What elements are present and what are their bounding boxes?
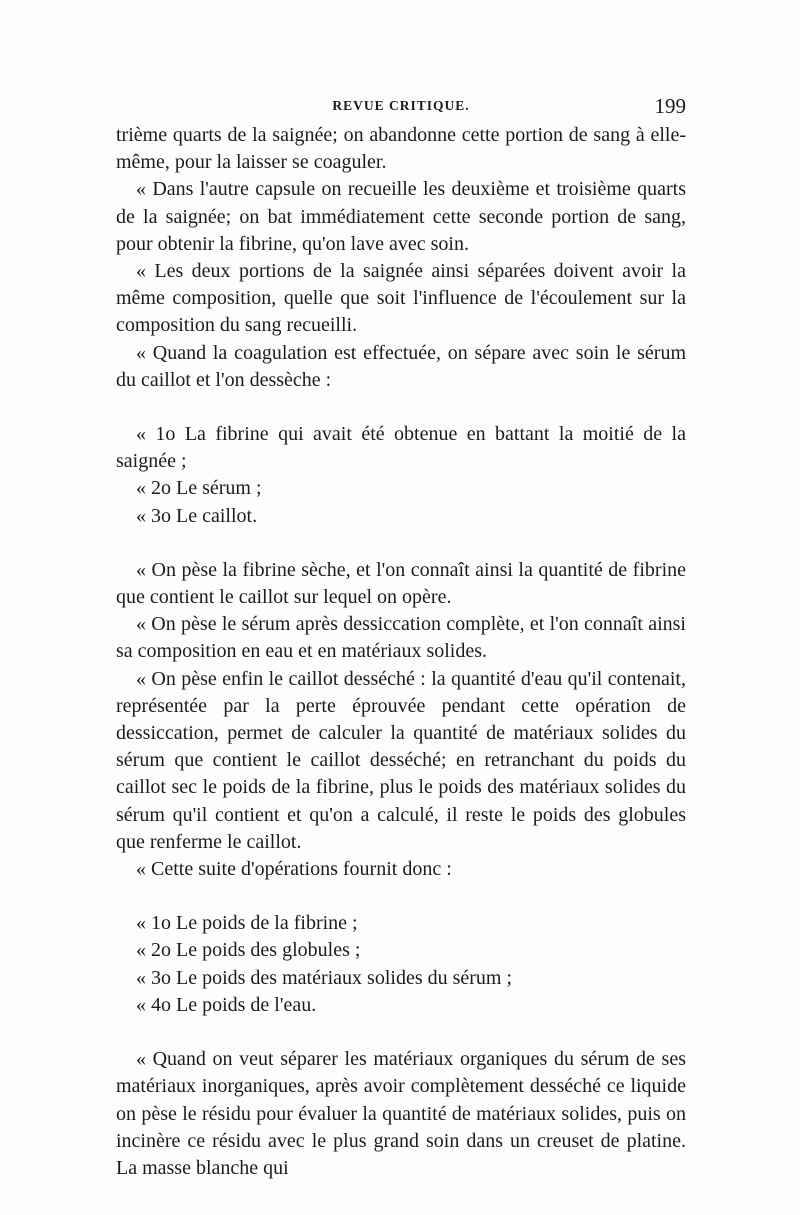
list-item: « 3o Le poids des matériaux solides du sérum ; bbox=[136, 966, 513, 989]
list-item: « 3o Le caillot. bbox=[136, 504, 258, 527]
paragraph: « Quand la coagulation est effectuée, on sépare avec soin le sérum du caillot et l'on dessèche : bbox=[116, 341, 686, 391]
paragraph: « Les deux portions de la saignée ainsi séparées doivent avoir la même composition, quelle que soit l'influence de l'écoulement sur la composition du sang recueilli. bbox=[116, 260, 686, 337]
list-item: « 1o Le poids de la fibrine ; bbox=[136, 912, 358, 935]
list-item: « 2o Le poids des globules ; bbox=[136, 939, 361, 962]
running-head bbox=[116, 96, 686, 120]
running-title: REVUE CRITIQUE. bbox=[332, 98, 470, 113]
spacer bbox=[116, 394, 686, 421]
paragraph: « On pèse enfin le caillot desséché : la quantité d'eau qu'il contenait, représentée par la perte éprouvée pendant cette opération de dessiccation, permet de calculer la quantité de matériaux solides du sérum que contient le caillot desséché; en retranchant du poids du caillot sec le poids de la fibrine, plus le poids des matériaux solides du sérum qu'il contient et qu'on a calculé, il reste le poids des globules que renferme le caillot. bbox=[116, 667, 686, 853]
spacer bbox=[116, 883, 686, 910]
page-number: 199 bbox=[654, 94, 686, 118]
paragraph: « Cette suite d'opérations fournit donc : bbox=[136, 858, 452, 881]
spacer bbox=[116, 530, 686, 557]
paragraph: « On pèse la fibrine sèche, et l'on connaît ainsi la quantité de fibrine que contient le caillot sur lequel on opère. bbox=[116, 558, 686, 609]
body-text bbox=[116, 122, 686, 1182]
paragraph-continued: trième quarts de la saignée; on abandonne cette portion de sang à elle-même, pour la laisser se coaguler. bbox=[116, 124, 686, 174]
list-item: « 2o Le sérum ; bbox=[136, 477, 262, 500]
spacer bbox=[116, 1019, 686, 1046]
paragraph: « On pèse le sérum après dessiccation complète, et l'on connaît ainsi sa composition en eau et en matériaux solides. bbox=[116, 613, 686, 663]
paragraph: « Quand on veut séparer les matériaux organiques du sérum de ses matériaux inorganiques, après avoir complètement desséché ce liquide on pèse le résidu pour évaluer la quantité de matériaux solides, puis on incinère ce résidu avec le plus grand soin dans un creuset de platine. La masse blanche qui bbox=[116, 1048, 686, 1179]
list-item: « 1o La fibrine qui avait été obtenue en battant la moitié de la saignée ; bbox=[116, 423, 686, 473]
paragraph: « Dans l'autre capsule on recueille les deuxième et troisième quarts de la saignée; on bat immédiatement cette seconde portion de sang, pour obtenir la fibrine, qu'on lave avec soin. bbox=[116, 178, 686, 255]
list-item: « 4o Le poids de l'eau. bbox=[136, 993, 317, 1016]
